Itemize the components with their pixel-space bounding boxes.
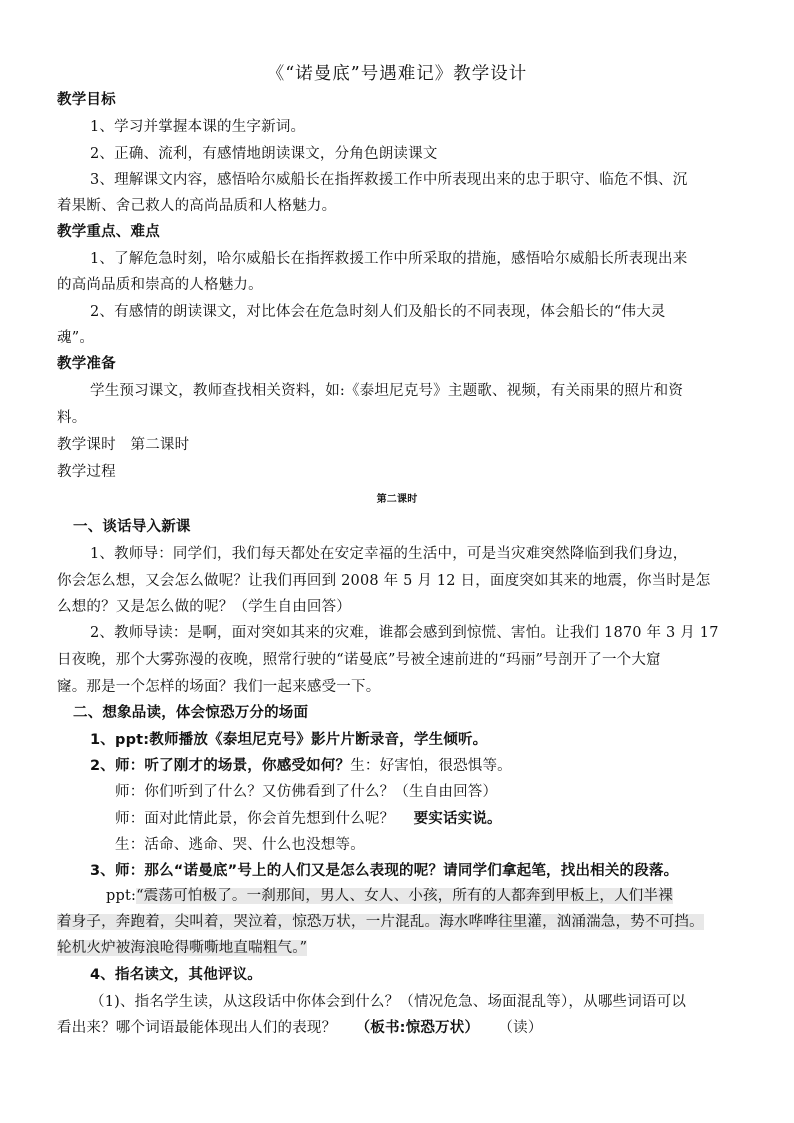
key-point-1-line2: 的高尚品质和崇高的人格魅力。 [57, 277, 263, 293]
ppt-quote-line1 [106, 886, 673, 906]
section2-step4: 4、指名读文，其他评议。 [90, 967, 262, 983]
teacher-line2 [115, 809, 502, 829]
objective-1: 1、学习并掌握本课的生字新词。 [90, 119, 306, 135]
process-heading: 教学过程 [57, 464, 116, 480]
section2-step3: 3、师：那么“诺曼底”号上的人们又是怎么表现的呢？请同学们拿起笔，找出相关的段落。 [90, 863, 679, 879]
step2-question: 2、师：听了刚才的场景，你感受如何？ [90, 758, 351, 774]
preparation-line1: 学生预习课文，教师查找相关资料，如:《泰坦尼克号》主题歌、视频，有关雨果的照片和资 [90, 383, 684, 399]
section1-p2-line1: 2、教师导读：是啊，面对突如其来的灾难，谁都会感到到惊慌、害怕。让我们 1870 年 3 月 17 [90, 625, 719, 641]
objective-2: 2、正确、流利，有感情地朗读课文，分角色朗读课文 [90, 146, 438, 162]
section1-p1-line2: 你会怎么想，又会怎么做呢？让我们再回到 2008 年 5 月 12 日，面度突如其来的地震，你当时是怎 [57, 573, 711, 589]
ppt-quote-text3: 轮机火炉被海浪呛得嘶嘶地直喘粗气。” [57, 940, 308, 956]
ppt-label: ppt: [106, 888, 137, 904]
question-line2 [57, 1018, 543, 1038]
objective-3-line2: 着果断、舍己救人的高尚品质和人格魅力。 [57, 198, 337, 214]
section1-p1-line1: 1、教师导：同学们，我们每天都处在安定幸福的生活中，可是当灾难突然降临到我们身边， [90, 546, 688, 562]
section1-p1-line3: 么想的？又是怎么做的呢？（学生自由回答） [57, 599, 351, 615]
question-line1: （1)、指名学生读，从这段话中你体会到什么？（情况危急、场面混乱等），从哪些词语可以 [90, 994, 687, 1010]
ppt-quote-text2: 着身子，奔跑着，尖叫着，哭泣着，惊恐万状，一片混乱。海水哗哗往里灌，汹涌湍急，势不可挡。 [57, 914, 704, 930]
objectives-heading: 教学目标 [57, 92, 116, 108]
key-point-1-line1: 1、了解危急时刻，哈尔威船长在指挥救援工作中所采取的措施，感悟哈尔威船长所表现出来 [90, 251, 688, 267]
objective-3-line1: 3、理解课文内容，感悟哈尔威船长在指挥救援工作中所表现出来的忠于职守、临危不惧、沉 [90, 172, 688, 188]
ppt-quote-text1: “震荡可怕极了。一刹那间，男人、女人、小孩，所有的人都奔到甲板上，人们半裸 [136, 888, 673, 904]
section2-step1: 1、ppt:教师播放《泰坦尼克号》影片片断录音，学生倾听。 [90, 732, 488, 748]
key-point-2-line2: 魂”。 [57, 330, 95, 346]
preparation-line2: 料。 [57, 410, 87, 426]
section1-heading: 一、谈话导入新课 [73, 519, 191, 535]
lesson-title: 第二课时 [376, 494, 418, 505]
key-points-heading: 教学重点、难点 [57, 224, 160, 240]
ppt-quote-line2 [57, 912, 704, 932]
section2-heading: 二、想象品读，体会惊恐万分的场面 [73, 705, 309, 721]
section1-p2-line3: 窿。那是一个怎样的场面？我们一起来感受一下。 [57, 679, 381, 695]
section1-p2-line2: 日夜晚，那个大雾弥漫的夜晚，照常行驶的“诺曼底”号被全速前进的“玛丽”号剖开了一个大窟 [57, 652, 661, 668]
key-point-2-line1: 2、有感情的朗读课文，对比体会在危急时刻人们及船长的不同表现，体会船长的“伟大灵 [90, 304, 666, 320]
teacher-emphasis: 要实话实说。 [413, 811, 502, 827]
board-note: （板书:惊恐万状） [355, 1020, 480, 1036]
lesson-time: 教学课时 第二课时 [57, 437, 190, 453]
student-answer: 生：活命、逃命、哭、什么也没想等。 [115, 837, 365, 853]
read-note: （读） [498, 1020, 543, 1036]
section2-step2 [90, 756, 512, 776]
question-text: 看出来？哪个词语最能体现出人们的表现？ [57, 1020, 337, 1036]
teacher-question: 师：面对此情此景，你会首先想到什么呢？ [115, 811, 395, 827]
step2-answer: 生：好害怕，很恐惧等。 [350, 758, 512, 774]
preparation-heading: 教学准备 [57, 356, 116, 372]
teacher-line1: 师：你们听到了什么？又仿佛看到了什么？（生自由回答） [115, 784, 498, 800]
ppt-quote-line3 [57, 938, 307, 958]
document-title: 《“诺曼底”号遇难记》教学设计 [266, 64, 528, 84]
